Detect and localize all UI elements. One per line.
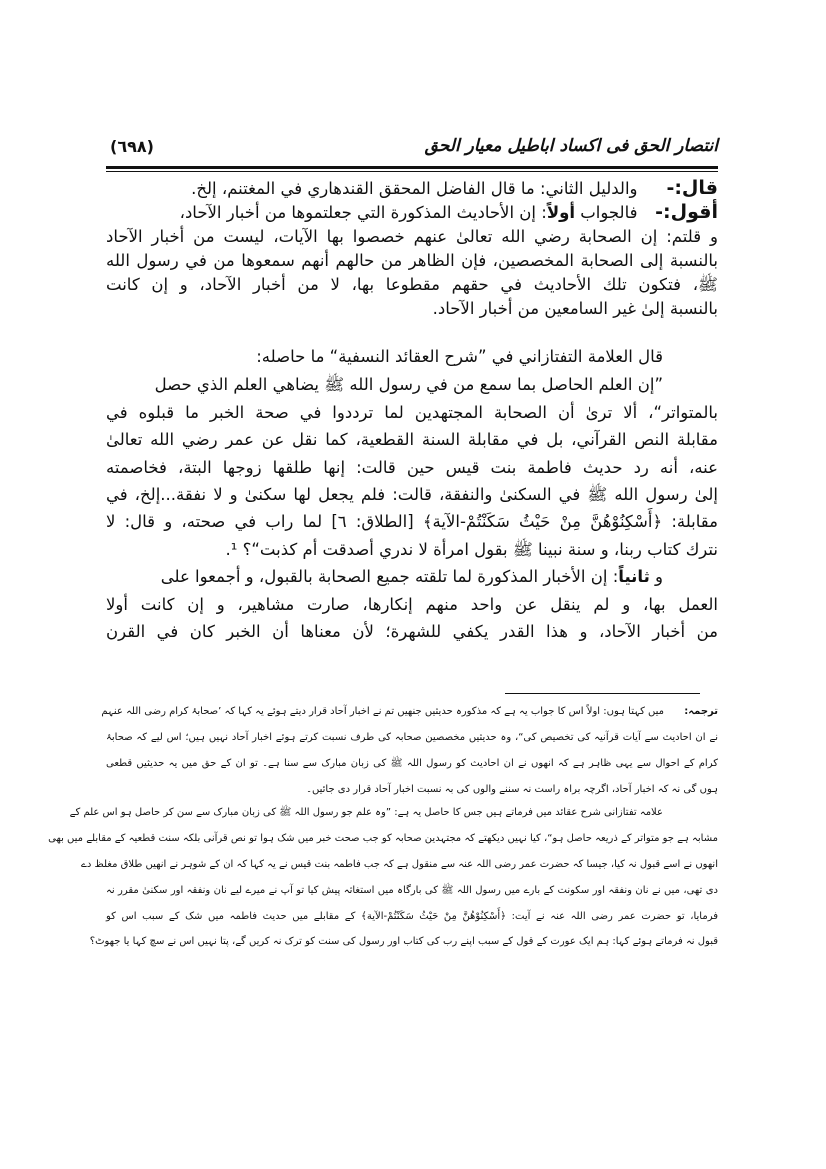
body-line — [106, 483, 718, 507]
body-line — [106, 538, 718, 562]
body-line — [106, 273, 718, 297]
body-line — [106, 200, 718, 225]
body-line — [106, 401, 718, 425]
bold-term: أولاً — [546, 203, 576, 222]
header-rule-thin — [106, 171, 718, 172]
text-run: علامہ تفتازانی شرح عقائد میں فرماتے ہیں جس کا حاصل یہ ہے: ”وہ علم جو رسول اللہ ﷺ کی زبان مبارک سے سن کر حاصل ہو اس علم کے — [69, 807, 663, 818]
footnote-line — [106, 883, 718, 899]
header-rule-thick — [106, 166, 718, 169]
body-line — [106, 565, 718, 589]
text-run: من أخبار الآحاد، و هذا القدر يكفي للشهرة؛ لأن معناها أن الخبر كان في القرن — [106, 622, 718, 641]
text-run: بالمتواتر“، ألا ترىٰ أن الصحابة المجتهدين لما ترددوا في صحة الخبر ما قبلوه في — [106, 403, 718, 422]
text-run: فرمایا، تو حضرت عمر رضی اللہ عنہ نے آیت: ﴿أَسْكِنُوْهُنَّ مِنْ حَيْثُ سَكَنْتُمْ-الآية﴾ کے مقابلے میں حدیث فاطمہ میں شک کے سبب اس کو — [106, 911, 718, 922]
bold-term: ثانياً — [618, 567, 650, 586]
body-line — [106, 176, 718, 201]
footnote-line — [89, 934, 718, 950]
footnote-line — [106, 756, 718, 772]
body-line — [106, 620, 718, 644]
section-label: قال:- — [666, 177, 718, 199]
text-run: نے ان احادیث سے آیات قرآنیہ کی تخصیص کی“، وہ حدیثیں مخصصین صحابہ کی طرف نسبت کرتے ہوئے اخبار آحاد نہیں ہیں؛ اس لیے کہ صحابۂ — [106, 732, 718, 743]
text-run: نترك كتاب ربنا، و سنة نبينا ﷺ بقول امرأة لا ندري أصدقت أم كذبت“؟ ¹. — [225, 540, 718, 559]
text-run: انھوں نے اسے قبول نہ کیا، جیسا کہ حضرت عمر رضی اللہ عنہ سے منقول ہے کہ جب فاطمہ بنت قیس نے یہ کہا کہ ان کے شوہر نے انھیں طلاق مغلظ دے — [80, 859, 718, 870]
text-run: قال العلامة التفتازاني في ”شرح العقائد النسفية“ ما حاصله: — [256, 347, 663, 366]
text-run: بالنسبة إلى الصحابة المخصصين، فإن الظاهر من حالهم أنهم سمعوها من في رسول الله — [106, 251, 718, 270]
section-label: أقول:- — [655, 201, 718, 223]
body-line — [106, 249, 718, 273]
section-label: ترجمہ: — [684, 706, 718, 717]
page-number: (٦٩٨) — [110, 137, 154, 156]
text-run: مشابہ ہے جو متواتر کے ذریعہ حاصل ہو“، کیا نہیں دیکھتے کہ مجتہدین صحابہ کو جب صحت خبر میں شک ہوا تو نص قرآنی بلکہ سنت قطعیہ کے مقابلے میں بھی — [48, 833, 718, 844]
footnote-line — [48, 831, 718, 847]
text-run: فالجواب — [575, 203, 638, 222]
text-run: : إن الأحاديث المذكورة التي جعلتموها من أخبار الآحاد، — [179, 203, 547, 222]
body-line — [106, 428, 718, 452]
footnote-line — [106, 730, 718, 746]
footnote-line — [106, 782, 718, 798]
text-run: ”إن العلم الحاصل بما سمع من في رسول الله ﷺ يضاهي العلم الذي حصل — [154, 375, 663, 394]
text-run: مقابلة النص القرآني، بل في مقابلة السنة القطعية، كما نقل عن عمر رضي الله تعالىٰ — [106, 430, 718, 449]
text-run: و قلتم: إن الصحابة رضي الله تعالىٰ عنهم خصصوا بها الآيات، ليست من أخبار الآحاد — [106, 227, 718, 246]
body-line — [106, 373, 718, 397]
body-line — [106, 345, 718, 369]
text-run: بالنسبة إلىٰ غير السامعين من أخبار الآحاد. — [432, 299, 718, 318]
body-line — [106, 297, 718, 321]
text-run: دی تھی، میں نے نان ونفقہ اور سکونت کے بارے میں رسول اللہ ﷺ کی بارگاہ میں استغاثہ پیش کیا تو آپ نے میرے لیے نان ونفقہ اور سکنیٰ مقرر نہ — [106, 885, 718, 896]
footnote-line — [69, 805, 718, 821]
body-line — [106, 510, 718, 534]
text-run: مقابلة: ﴿أَسْكِنُوْهُنَّ مِنْ حَيْثُ سَكَنْتُمْ-الآية﴾ [الطلاق: ٦] لما راب في صحته، و قال: لا — [106, 512, 718, 531]
text-run: والدليل الثاني: ما قال الفاضل المحقق القندهاري في المغتنم، إلخ. — [191, 179, 638, 198]
text-run: العمل بها، و لم ينقل عن واحد منهم إنكارها، صارت مشاهير، و إن كانت أولا — [106, 595, 718, 614]
footnote-line — [80, 857, 718, 873]
text-run: قبول نہ فرماتے ہوئے کہا: ہم ایک عورت کے قول کے سبب اپنے رب کی کتاب اور رسول کی سنت کو ترک نہ کریں گے، پتا نہیں اس نے سچ کہا یا جھوٹ؟ — [89, 936, 718, 947]
text-run: عنه، أنه رد حديث فاطمة بنت قيس حين قالت: إنها طلقها زوجها البتة، فخاصمته — [106, 458, 718, 477]
text-run: ﷺ، فتكون تلك الأحاديث في حقهم مقطوعا بها، لا من أخبار الآحاد، و إن كانت — [106, 275, 718, 294]
text-run: و — [649, 567, 663, 586]
footnote-line — [101, 704, 718, 720]
running-header-title: انتصار الحق فی اكساد اباطيل معيار الحق — [424, 136, 718, 156]
text-run: کرام کے احوال سے یہی ظاہر ہے کہ انھوں نے ان احادیث کو رسول اللہ ﷺ کی زبان مبارک سے سنا ہے۔ تو ان کے حق میں یہ حدیثیں قطعی — [106, 758, 718, 769]
body-line — [106, 593, 718, 617]
footnote-separator — [505, 693, 700, 694]
text-run: إلىٰ رسول الله ﷺ في السكنىٰ والنفقة، قالت: فلم يجعل لها سكنىٰ و لا نفقة...إلخ، في — [106, 485, 718, 504]
body-line — [106, 456, 718, 480]
footnote-line — [106, 909, 718, 925]
text-run: : إن الأخبار المذكورة لما تلقته جميع الصحابة بالقبول، و أجمعوا على — [160, 567, 619, 586]
text-run: میں کہتا ہوں: اولاً اس کا جواب یہ ہے کہ مذکورہ حدیثیں جنھیں تم نے اخبار آحاد قرار دیتے ہوئے یہ کہا کہ ’صحابۂ کرام رضی اللہ عنہم — [101, 706, 664, 717]
text-run: ہوں گی نہ کہ اخبار آحاد، اگرچہ براہ راست نہ سننے والوں کی بہ نسبت اخبار آحاد قرار دی جائیں۔ — [306, 784, 718, 795]
body-line — [106, 225, 718, 249]
